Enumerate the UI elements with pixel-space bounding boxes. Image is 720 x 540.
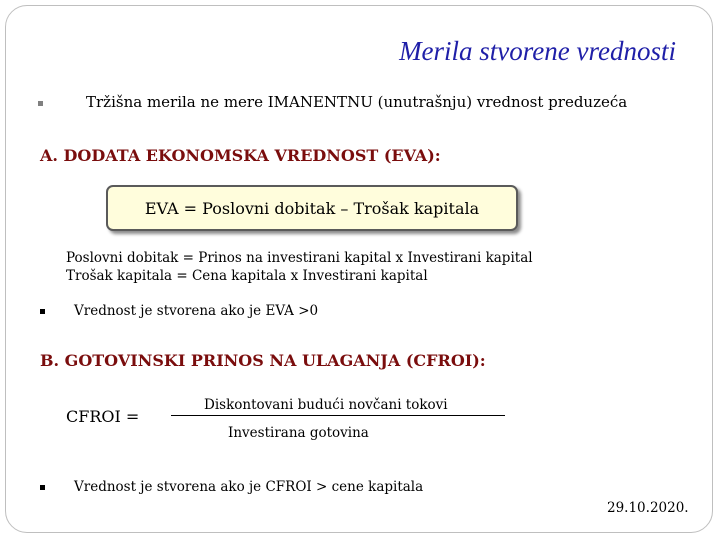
eva-formula-box bbox=[106, 185, 518, 231]
eva-condition-text: Vrednost je stvorena ako je EVA >0 bbox=[74, 303, 319, 319]
bullet-square-icon bbox=[38, 101, 43, 106]
cfroi-condition-text: Vrednost je stvorena ako je CFROI > cene kapitala bbox=[74, 479, 424, 495]
eva-definition-line-1: Poslovni dobitak = Prinos na investirani kapital x Investirani kapital bbox=[66, 250, 533, 266]
cfroi-lhs: CFROI = bbox=[66, 407, 140, 426]
bullet-square-icon bbox=[40, 309, 45, 314]
intro-bullet-text: Tržišna merila ne mere IMANENTNU (unutrašnju) vrednost preduzeća bbox=[86, 93, 628, 111]
cfroi-numerator: Diskontovani budući novčani tokovi bbox=[204, 397, 448, 413]
slide-title: Merila stvorene vrednosti bbox=[399, 36, 676, 66]
eva-formula-text: EVA = Poslovni dobitak – Trošak kapitala bbox=[144, 198, 480, 218]
eva-definition-line-2: Trošak kapitala = Cena kapitala x Investirani kapital bbox=[66, 268, 428, 284]
section-a-heading: A. DODATA EKONOMSKA VREDNOST (EVA): bbox=[40, 146, 441, 165]
slide-date: 29.10.2020. bbox=[607, 500, 689, 516]
fraction-line bbox=[171, 415, 505, 416]
cfroi-denominator: Investirana gotovina bbox=[228, 425, 369, 441]
bullet-square-icon bbox=[40, 485, 45, 490]
section-b-heading: B. GOTOVINSKI PRINOS NA ULAGANJA (CFROI): bbox=[40, 351, 486, 370]
